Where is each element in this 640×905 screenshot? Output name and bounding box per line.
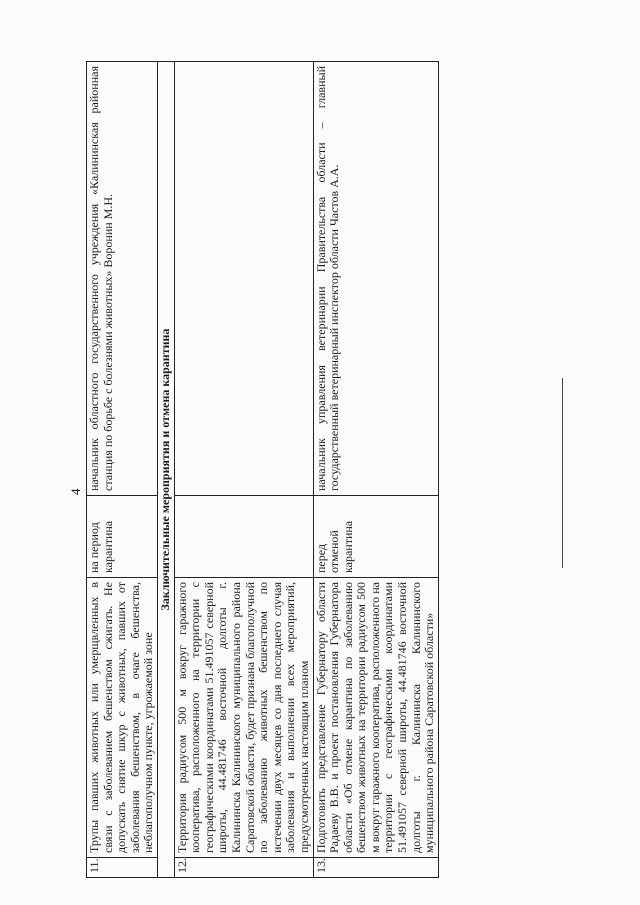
section-row: [157, 62, 174, 878]
section-title: Заключительные мероприятия и отмена карантина: [157, 62, 174, 878]
row-number: 12.: [174, 858, 313, 878]
measures-table: [86, 61, 439, 878]
measure-term: на период карантина: [87, 496, 158, 578]
measure-text: Подготовить представление Губернатору области Радаеву В.В. и проект постановления Губернатора области «Об отмене карантина по заболеванию бешенством животных на территории радиусом 500 м вокруг гаражного кооператива, расположенного на территории с географическими координатами 51.491057 северной широты, 44.481746 восточной долготы г. Калининска Калининского муниципального района Саратовской области»: [313, 578, 438, 858]
measure-term: перед отменой карантина: [313, 496, 438, 578]
table-row: [87, 62, 158, 878]
measure-text: Территория радиусом 500 м вокруг гаражного кооператива, расположенного на территории с географическими координатами 51.491057 северной широты, 44.481746 восточной долготы г. Калининска Калининского муниципального района Саратовской области, будет признана благополучной по заболеванию животных бешенством по истечении двух месяцев со дня последнего случая заболевания и выполнении всех мероприятий, предусмотренных настоящим планом: [174, 578, 313, 858]
row-number: 13.: [313, 858, 438, 878]
measure-responsible: начальник управления ветеринарии Правительства области – главный государственный ветеринарный инспектор области Частов А.А.: [313, 62, 438, 496]
rotated-content: [62, 62, 532, 878]
page-number: 4: [68, 488, 83, 495]
measure-responsible: [174, 62, 313, 496]
measure-term: [174, 496, 313, 578]
table-row: [313, 62, 438, 878]
measure-text: Трупы павших животных или умерщвленных в связи с заболеванием бешенством сжигать. Не допускать снятие шкур с животных, павших от заболевания бешенством, в очаге бешенства, неблагополучном пункте, угрожаемой зоне: [87, 578, 158, 858]
row-number: 11.: [87, 858, 158, 878]
divider-line: [562, 378, 563, 568]
table-row: [174, 62, 313, 878]
measure-responsible: начальник областного государственного учреждения «Калининская районная станция по борьбе с болезнями животных» Воронин М.Н.: [87, 62, 158, 496]
